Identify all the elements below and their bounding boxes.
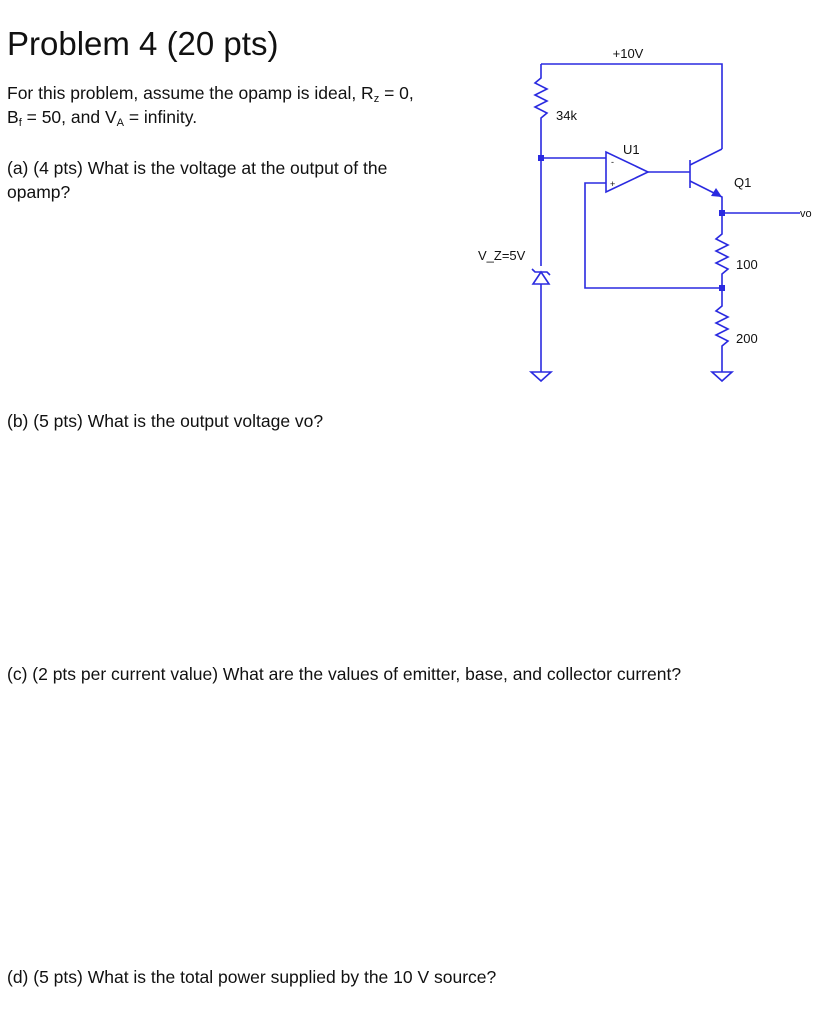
circuit-schematic xyxy=(0,0,825,460)
resistor-34k xyxy=(535,64,547,158)
zener-diode-icon xyxy=(533,272,549,284)
opamp-plus-sign: + xyxy=(610,179,616,189)
ground-symbol-left-icon xyxy=(531,372,551,381)
transistor-emitter xyxy=(690,181,722,213)
output-label: vo xyxy=(800,208,812,220)
supply-label: +10V xyxy=(612,46,644,61)
supply-rail-wire xyxy=(541,64,722,149)
resistor-200 xyxy=(716,288,728,372)
resistor-34k-label: 34k xyxy=(556,108,577,123)
resistor-100 xyxy=(716,213,728,288)
zener-label: V_Z=5V xyxy=(478,248,526,263)
resistor-100-label: 100 xyxy=(736,257,758,272)
intro-line-1: For this problem, assume the opamp is ideal, $R_z = 0$, xyxy=(7,83,414,105)
transistor-collector xyxy=(690,149,722,165)
resistor-200-label: 200 xyxy=(736,331,758,346)
transistor-label: Q1 xyxy=(734,175,752,190)
question-part-c: (c) (2 pts per current value) What are the values of emitter, base, and collector current? xyxy=(7,664,682,684)
opamp-minus-sign: - xyxy=(611,157,614,167)
question-part-a: (a) (4 pts) What is the voltage at the output of the opamp? xyxy=(7,158,388,202)
intro-line-2: $B_f = 50$, and $V_A$ = infinity. xyxy=(7,107,198,129)
opamp-label: U1 xyxy=(623,142,640,157)
question-part-b: (b) (5 pts) What is the output voltage vo? xyxy=(7,411,324,431)
feedback-wire xyxy=(585,183,722,288)
zener-bar xyxy=(532,269,550,275)
problem-title: Problem 4 (20 pts) xyxy=(7,25,279,62)
ground-symbol-right-icon xyxy=(712,372,732,381)
question-part-d: (d) (5 pts) What is the total power supplied by the 10 V source? xyxy=(7,967,497,987)
